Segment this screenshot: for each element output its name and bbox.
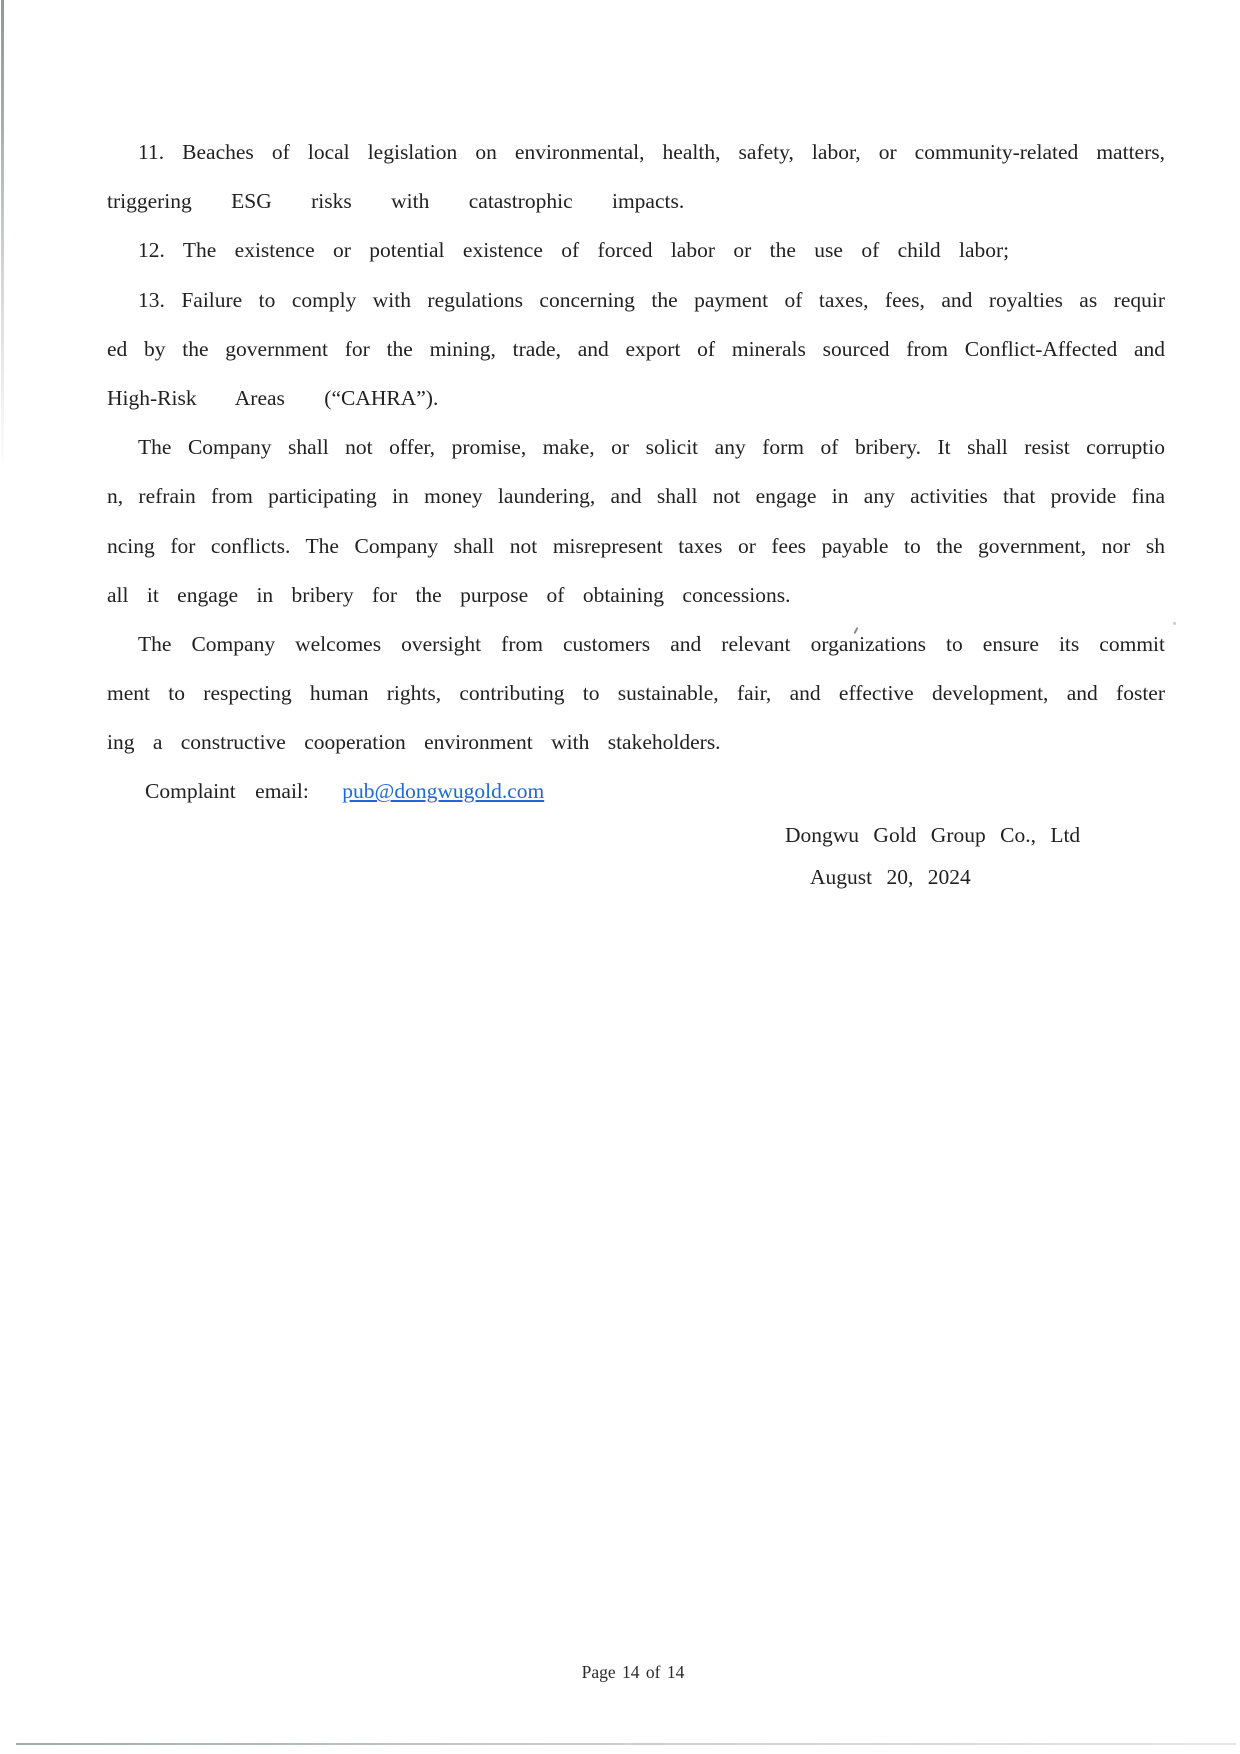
text-line: ncing for conflicts. The Company shall not misrepresent taxes or fees payable to the government, nor sh [107,533,1165,558]
complaint-email-label: Complaint email: [145,779,309,804]
text-line: ed by the government for the mining, trade, and export of minerals sourced from Conflict-Affected and [107,336,1165,361]
scan-artifact-bottom-edge [16,1743,1236,1745]
scan-artifact-left-edge [1,0,4,470]
text-line: 12. The existence or potential existence of forced labor or the use of child labor; [138,238,1010,263]
page-number: Page 14 of 14 [581,1662,685,1682]
complaint-email-link[interactable]: pub@dongwugold.com [342,779,545,804]
text-line: n, refrain from participating in money laundering, and shall not engage in any activities that provide fina [107,484,1165,509]
body-text [107,128,1165,817]
text-line: High-Risk Areas (“CAHRA”). [107,385,439,410]
text-line: all it engage in bribery for the purpose of obtaining concessions. [107,582,791,607]
signature-date: August 20, 2024 [810,865,971,889]
text-line: ing a constructive cooperation environment with stakeholders. [107,730,721,755]
text-line: 13. Failure to comply with regulations concerning the payment of taxes, fees, and royalties as requir [138,287,1165,312]
text-line: The Company welcomes oversight from customers and relevant organizations to ensure its commit [138,631,1165,656]
complaint-email-line [107,767,1165,816]
signature-company: Dongwu Gold Group Co., Ltd [785,823,1081,847]
scan-speck [1173,622,1176,625]
text-line: triggering ESG risks with catastrophic impacts. [107,189,685,214]
text-line: The Company shall not offer, promise, make, or solicit any form of bribery. It shall resist corruptio [138,435,1165,460]
text-line: ment to respecting human rights, contributing to sustainable, fair, and effective development, and foster [107,681,1165,706]
text-line: 11. Beaches of local legislation on environmental, health, safety, labor, or community-related matters, [138,140,1165,164]
